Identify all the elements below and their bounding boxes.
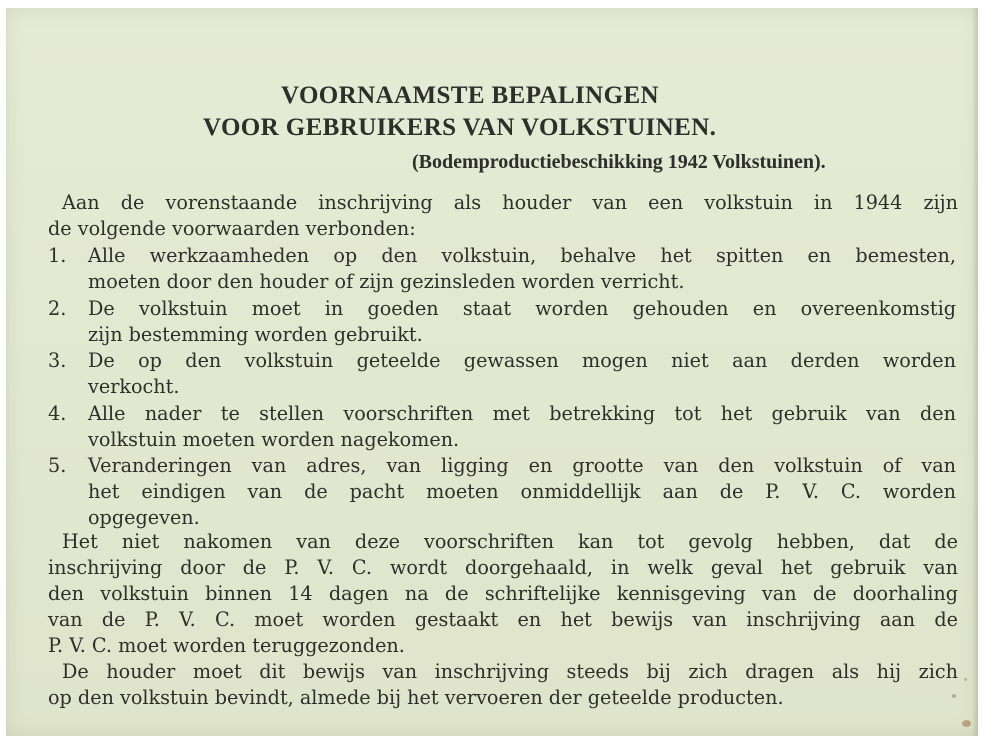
paragraph2-line-4: van de P. V. C. moet worden gestaakt en het bewijs van inschrijving aan de [48, 608, 958, 631]
rule-5-line-2: het eindigen van de pacht moeten onmiddellijk aan de P. V. C. worden [88, 480, 956, 503]
paragraph2-line-2: inschrijving door de P. V. C. wordt doorgehaald, in welk geval het gebruik van [48, 556, 958, 579]
paragraph2-line-5: P. V. C. moet worden teruggezonden. [48, 634, 405, 657]
paragraph3-line-1: De houder moet dit bewijs van inschrijving steeds bij zich dragen als hij zich [62, 660, 958, 683]
title-line-2: VOOR GEBRUIKERS VAN VOLKSTUINEN. [203, 114, 717, 141]
rule-1-number: 1. [48, 244, 67, 267]
rule-1-line-2: moeten door den houder of zijn gezinsleden worden verricht. [88, 270, 685, 293]
rule-5-number: 5. [48, 454, 67, 477]
rule-5-line-1: Veranderingen van adres, van ligging en grootte van den volkstuin of van [88, 454, 956, 477]
rule-5-line-3: opgegeven. [88, 506, 200, 529]
rule-1-line-1: Alle werkzaamheden op den volkstuin, behalve het spitten en bemesten, [88, 244, 956, 267]
paragraph2-line-3: den volkstuin binnen 14 dagen na de schriftelijke kennisgeving van de doorhaling [48, 582, 958, 605]
document-card [6, 8, 978, 736]
intro-line-2: de volgende voorwaarden verbonden: [48, 217, 416, 240]
title-line-1: VOORNAAMSTE BEPALINGEN [281, 82, 660, 109]
paragraph3-line-2: op den volkstuin bevindt, almede bij het vervoeren der geteelde producten. [48, 686, 784, 709]
rule-3-number: 3. [48, 349, 67, 372]
rule-2-number: 2. [48, 297, 67, 320]
rule-3-line-1: De op den volkstuin geteelde gewassen mogen niet aan derden worden [88, 349, 956, 372]
rule-4-line-1: Alle nader te stellen voorschriften met betrekking tot het gebruik van den [88, 402, 956, 425]
rust-stain [962, 720, 971, 727]
rust-speck [952, 694, 956, 698]
rule-4-line-2: volkstuin moeten worden nagekomen. [88, 428, 460, 451]
intro-line-1: Aan de vorenstaande inschrijving als houder van een volkstuin in 1944 zijn [62, 191, 958, 214]
rule-4-number: 4. [48, 402, 67, 425]
paragraph2-line-1: Het niet nakomen van deze voorschriften kan tot gevolg hebben, dat de [62, 530, 958, 553]
rule-2-line-2: zijn bestemming worden gebruikt. [88, 323, 423, 346]
rule-3-line-2: verkocht. [88, 375, 180, 398]
subtitle: (Bodemproductiebeschikking 1942 Volkstuinen). [412, 151, 826, 173]
rule-2-line-1: De volkstuin moet in goeden staat worden gehouden en overeenkomstig [88, 297, 956, 320]
rust-speck [964, 678, 967, 681]
